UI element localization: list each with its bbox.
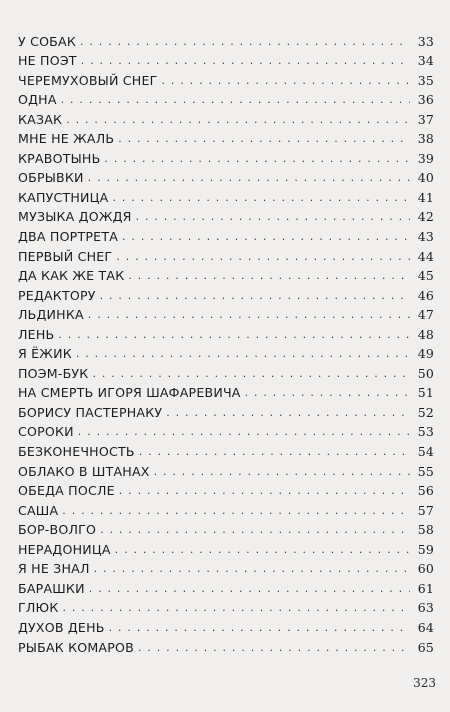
toc-entry-title: ПОЭМ-БУК: [18, 365, 89, 381]
toc-entry-page: 64: [417, 619, 434, 635]
dot-leader: [166, 406, 410, 419]
toc-entry-page: 46: [417, 287, 434, 303]
toc-entry-page: 34: [417, 53, 434, 69]
toc-entry-page: 50: [417, 365, 434, 381]
toc-entry: [18, 498, 434, 518]
dot-leader: [112, 191, 410, 204]
dot-leader: [139, 445, 410, 458]
dot-leader: [94, 562, 410, 575]
toc-entry-page: 44: [417, 248, 434, 264]
toc-entry-title: БАРАШКИ: [18, 580, 85, 596]
toc-entry-title: БОРИСУ ПАСТЕРНАКУ: [18, 404, 163, 420]
dot-leader: [80, 35, 410, 48]
toc-entry: [18, 342, 434, 362]
toc-entry: [18, 537, 434, 557]
toc-entry-page: 47: [417, 307, 434, 323]
dot-leader: [138, 641, 410, 654]
toc-entry: [18, 185, 434, 205]
toc-entry-title: РЫБАК КОМАРОВ: [18, 639, 134, 655]
toc-entry: [18, 381, 434, 401]
toc-entry-page: 53: [417, 424, 434, 440]
table-of-contents: [18, 29, 434, 655]
toc-entry: [18, 224, 434, 244]
dot-leader: [154, 465, 410, 478]
toc-entry: [18, 107, 434, 127]
toc-entry-page: 48: [417, 326, 434, 342]
toc-entry-title: ОДНА: [18, 92, 57, 108]
toc-entry-title: КАЗАК: [18, 111, 63, 127]
toc-entry-page: 52: [417, 404, 434, 420]
toc-entry: [18, 127, 434, 147]
toc-entry-title: Я НЕ ЗНАЛ: [18, 561, 90, 577]
toc-entry: [18, 479, 434, 499]
toc-entry-title: МНЕ НЕ ЖАЛЬ: [18, 131, 115, 147]
toc-entry-page: 37: [417, 111, 434, 127]
toc-entry-title: ДУХОВ ДЕНЬ: [18, 619, 105, 635]
dot-leader: [122, 230, 410, 243]
dot-leader: [88, 308, 410, 321]
toc-entry-page: 63: [417, 600, 434, 616]
toc-entry-title: ОБЛАКО В ШТАНАХ: [18, 463, 150, 479]
toc-entry: [18, 596, 434, 616]
toc-entry-title: ГЛЮК: [18, 600, 59, 616]
dot-leader: [61, 93, 410, 106]
toc-entry-title: У СОБАК: [18, 33, 76, 49]
dot-leader: [104, 152, 410, 165]
toc-entry: [18, 576, 434, 596]
toc-entry: [18, 303, 434, 323]
dot-leader: [92, 367, 410, 380]
toc-entry-page: 61: [417, 580, 434, 596]
toc-entry-title: ОБРЫВКИ: [18, 170, 84, 186]
toc-entry-page: 55: [417, 463, 434, 479]
toc-entry-title: ПЕРВЫЙ СНЕГ: [18, 248, 113, 264]
toc-entry-title: НЕРАДОНИЦА: [18, 541, 111, 557]
toc-entry: [18, 361, 434, 381]
dot-leader: [62, 504, 410, 517]
dot-leader: [88, 171, 410, 184]
toc-entry: [18, 557, 434, 577]
toc-entry: [18, 518, 434, 538]
toc-entry-page: 51: [417, 385, 434, 401]
toc-entry-title: НА СМЕРТЬ ИГОРЯ ШАФАРЕВИЧА: [18, 385, 241, 401]
toc-entry-page: 40: [417, 170, 434, 186]
dot-leader: [245, 386, 410, 399]
toc-entry-page: 33: [417, 33, 434, 49]
toc-entry-page: 38: [417, 131, 434, 147]
toc-entry-title: РЕДАКТОРУ: [18, 287, 96, 303]
toc-entry-page: 49: [417, 346, 434, 362]
toc-entry: [18, 205, 434, 225]
toc-entry-title: КРАВОТЫНЬ: [18, 150, 101, 166]
toc-entry: [18, 49, 434, 69]
toc-entry: [18, 439, 434, 459]
toc-entry-title: ОБЕДА ПОСЛЕ: [18, 483, 115, 499]
toc-entry-page: 39: [417, 150, 434, 166]
toc-entry-title: СОРОКИ: [18, 424, 74, 440]
dot-leader: [63, 601, 411, 614]
dot-leader: [116, 250, 410, 263]
toc-entry: [18, 29, 434, 49]
dot-leader: [109, 621, 410, 634]
toc-entry-page: 35: [417, 72, 434, 88]
dot-leader: [136, 210, 410, 223]
toc-entry: [18, 459, 434, 479]
toc-entry: [18, 264, 434, 284]
dot-leader: [100, 289, 410, 302]
toc-entry-page: 42: [417, 209, 434, 225]
toc-entry: [18, 635, 434, 655]
toc-entry: [18, 166, 434, 186]
toc-entry-title: БОР-ВОЛГО: [18, 522, 97, 538]
toc-entry-title: МУЗЫКА ДОЖДЯ: [18, 209, 132, 225]
toc-entry: [18, 146, 434, 166]
dot-leader: [100, 523, 410, 536]
toc-entry: [18, 615, 434, 635]
toc-entry-page: 45: [417, 268, 434, 284]
toc-entry: [18, 420, 434, 440]
page-number: 323: [413, 676, 436, 690]
toc-entry-title: БЕЗКОНЕЧНОСТЬ: [18, 444, 135, 460]
toc-entry-page: 60: [417, 561, 434, 577]
toc-entry: [18, 283, 434, 303]
toc-entry-title: НЕ ПОЭТ: [18, 53, 77, 69]
dot-leader: [89, 582, 410, 595]
toc-entry-page: 59: [417, 541, 434, 557]
toc-entry-page: 41: [417, 189, 434, 205]
toc-entry-title: ЛЕНЬ: [18, 326, 55, 342]
toc-entry-title: ДА КАК ЖЕ ТАК: [18, 268, 125, 284]
toc-entry-page: 57: [417, 502, 434, 518]
dot-leader: [115, 543, 410, 556]
dot-leader: [162, 74, 411, 87]
toc-entry: [18, 68, 434, 88]
dot-leader: [58, 328, 410, 341]
dot-leader: [81, 54, 410, 67]
toc-entry-title: ЧЕРЕМУХОВЫЙ СНЕГ: [18, 72, 158, 88]
toc-entry-page: 65: [417, 639, 434, 655]
toc-entry-page: 54: [417, 444, 434, 460]
toc-entry: [18, 400, 434, 420]
toc-entry-title: ЛЬДИНКА: [18, 307, 84, 323]
toc-entry-page: 58: [417, 522, 434, 538]
toc-entry-page: 36: [417, 92, 434, 108]
toc-entry-title: Я ЁЖИК: [18, 346, 72, 362]
toc-entry-title: САША: [18, 502, 59, 518]
dot-leader: [78, 425, 410, 438]
dot-leader: [119, 484, 410, 497]
dot-leader: [118, 132, 410, 145]
dot-leader: [76, 347, 410, 360]
dot-leader: [128, 269, 410, 282]
toc-entry: [18, 244, 434, 264]
toc-entry-page: 43: [417, 229, 434, 245]
dot-leader: [66, 113, 410, 126]
toc-entry-title: ДВА ПОРТРЕТА: [18, 229, 119, 245]
toc-entry: [18, 88, 434, 108]
toc-entry-page: 56: [417, 483, 434, 499]
toc-entry-title: КАПУСТНИЦА: [18, 189, 109, 205]
toc-entry: [18, 322, 434, 342]
